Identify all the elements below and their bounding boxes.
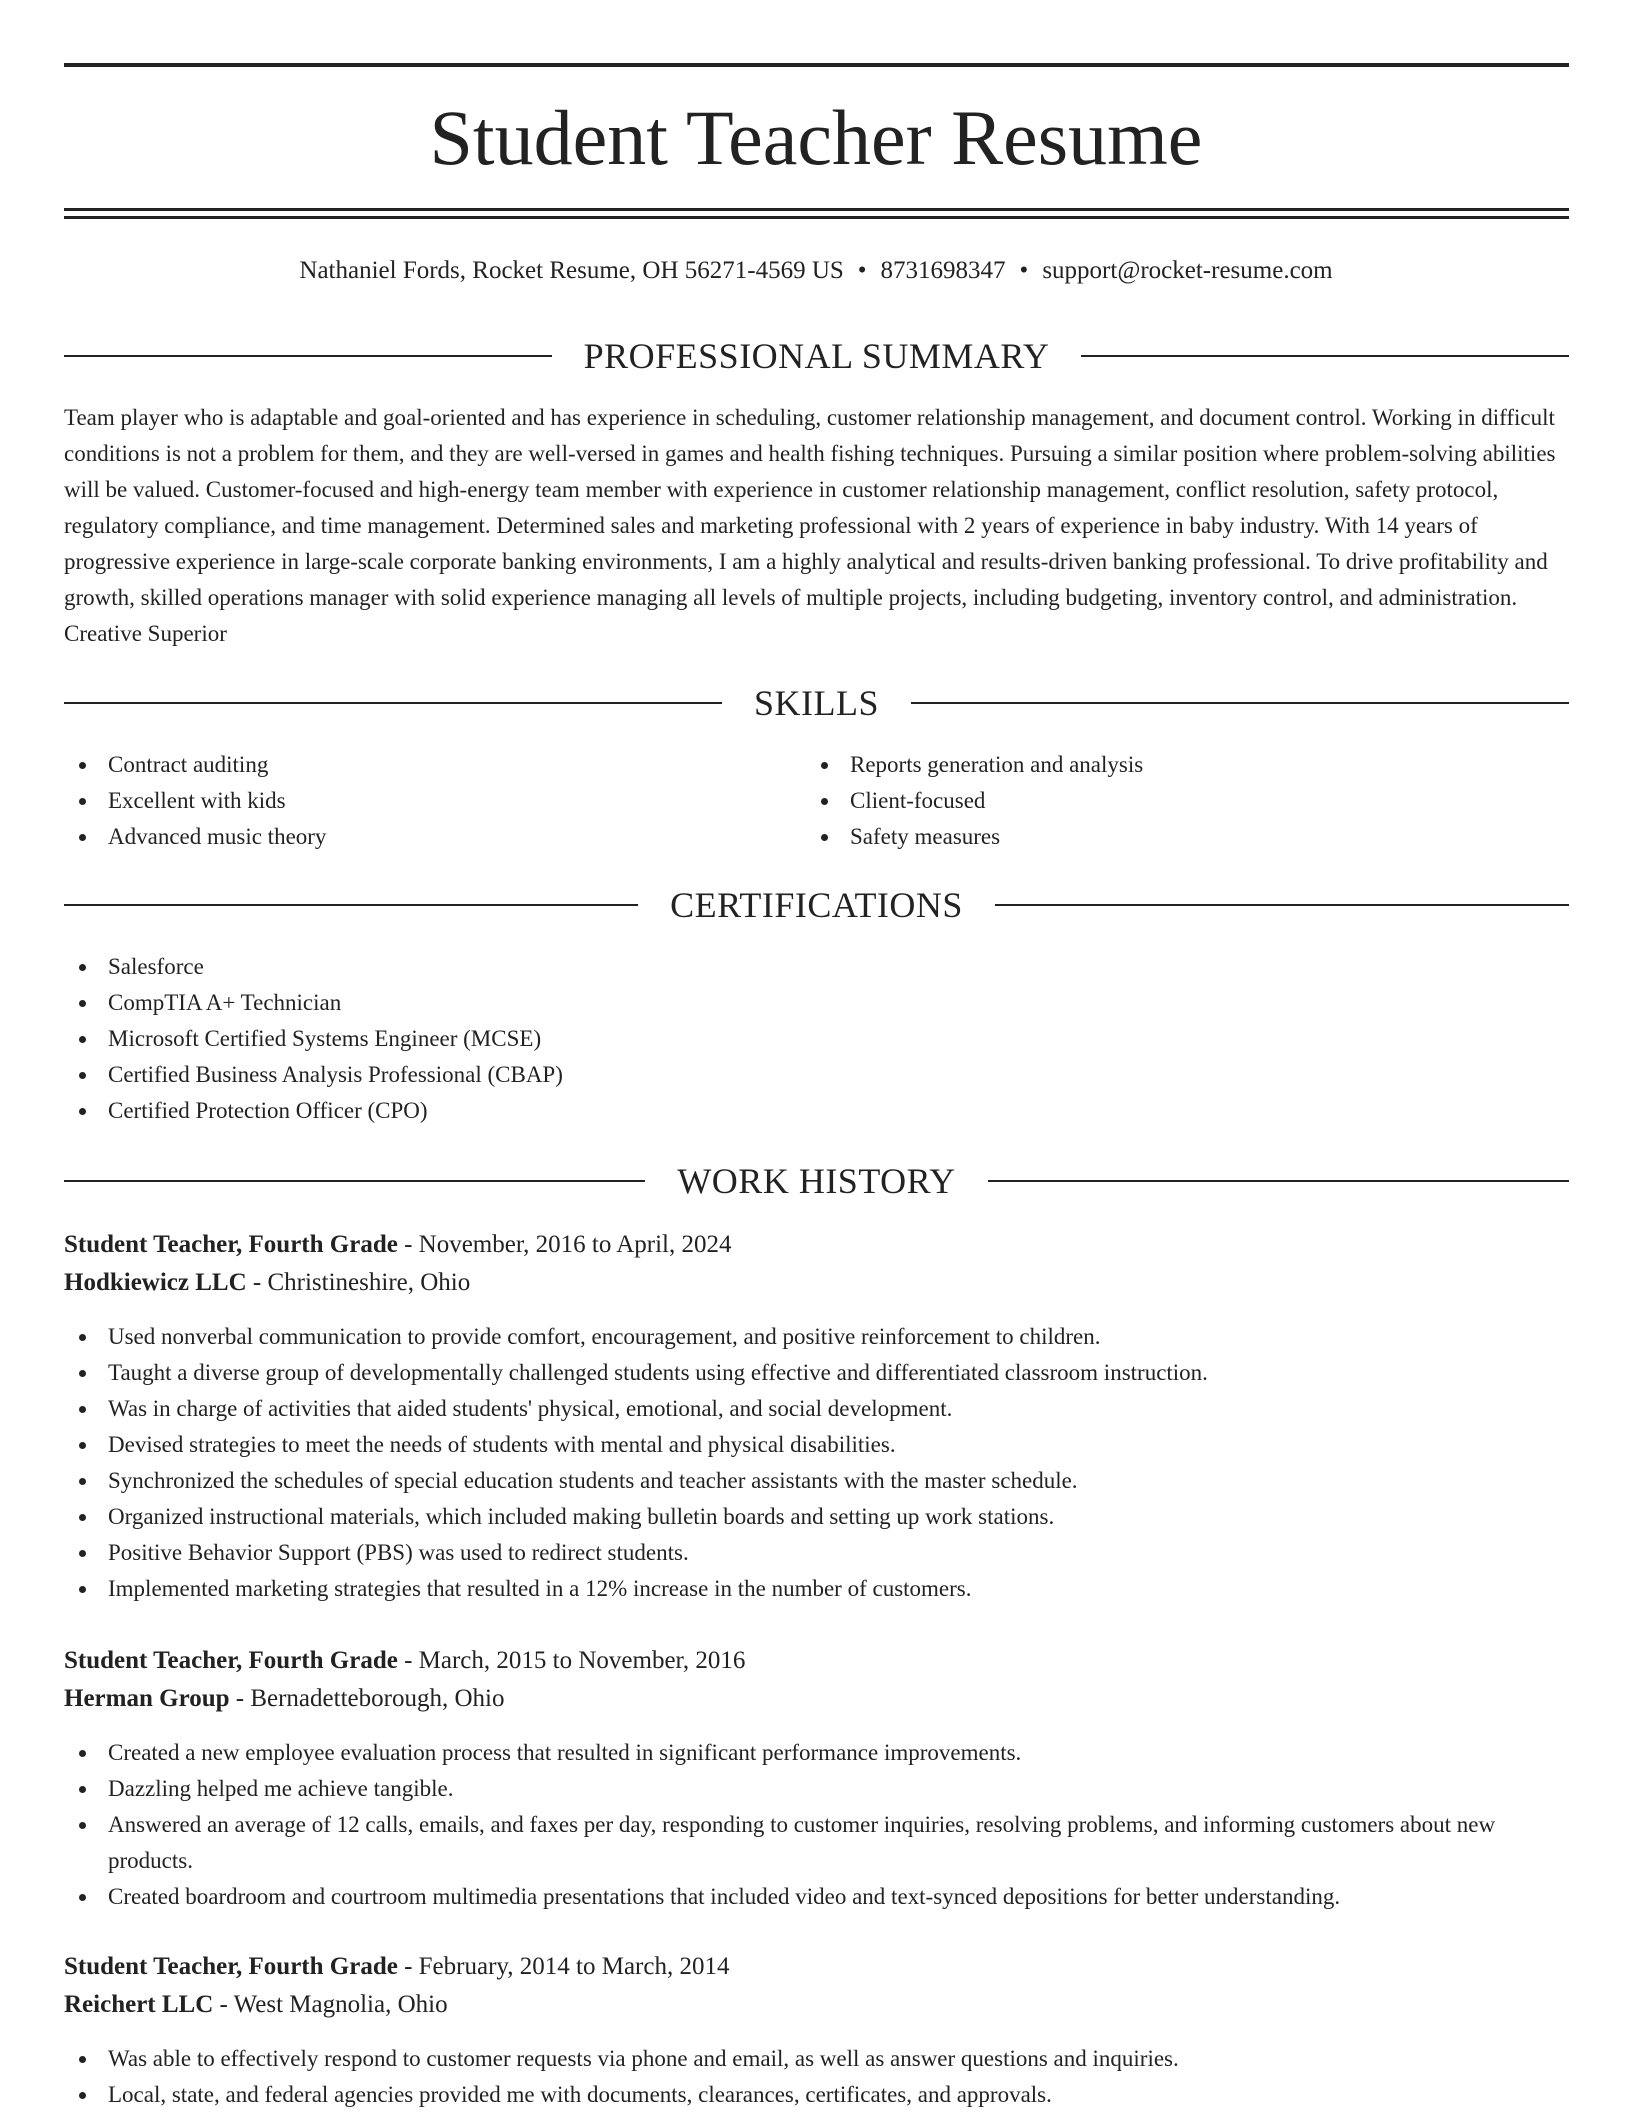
section-rule (1081, 355, 1569, 357)
summary-section-header (64, 334, 1569, 378)
job-bullets (64, 1735, 1569, 1915)
job-company: Hodkiewicz LLC (64, 1269, 247, 1296)
job-bullet: Answered an average of 12 calls, emails, and faxes per day, responding to customer inquiries, resolving problems, and informing customers about new products. (64, 1807, 1569, 1879)
skill-item: Safety measures (806, 819, 1548, 855)
job-bullet: Local, state, and federal agencies provided me with documents, clearances, certificates, and approvals. (64, 2077, 1569, 2113)
section-rule (64, 1180, 645, 1182)
job-bullet: Taught a diverse group of developmentally challenged students using effective and differentiated classroom instruction. (64, 1355, 1569, 1391)
job-title: Student Teacher, Fourth Grade (64, 1231, 398, 1258)
job-company-line (64, 1264, 1569, 1302)
section-rule (995, 904, 1569, 906)
skill-item: Advanced music theory (64, 819, 806, 855)
job-location: - Christineshire, Ohio (246, 1269, 471, 1296)
job-bullet: Devised strategies to meet the needs of students with mental and physical disabilities. (64, 1427, 1569, 1463)
job-dates: - March, 2015 to November, 2016 (397, 1647, 746, 1674)
skill-item: Client-focused (806, 783, 1548, 819)
job-bullet: Used nonverbal communication to provide comfort, encouragement, and positive reinforcement to children. (64, 1319, 1569, 1355)
job-title-line (64, 1642, 1569, 1680)
section-rule (64, 904, 638, 906)
job-entry (64, 1948, 1569, 2113)
job-company-line (64, 1680, 1569, 1718)
skills-column-right (806, 747, 1548, 855)
work-history-heading: WORK HISTORY (677, 1161, 956, 1201)
job-title: Student Teacher, Fourth Grade (64, 1647, 398, 1674)
job-bullets (64, 1319, 1569, 1607)
certification-item: Microsoft Certified Systems Engineer (MCSE) (64, 1021, 1569, 1057)
section-rule (988, 1180, 1569, 1182)
header-bottom-rule-double (64, 216, 1569, 219)
certifications-heading: CERTIFICATIONS (670, 885, 963, 925)
skills-section-header (64, 681, 1569, 725)
job-location: - Bernadetteborough, Ohio (229, 1685, 505, 1712)
section-rule (64, 355, 552, 357)
job-title: Student Teacher, Fourth Grade (64, 1953, 398, 1980)
header-top-rule (64, 63, 1569, 67)
job-company: Herman Group (64, 1685, 230, 1712)
job-bullet: Was in charge of activities that aided students' physical, emotional, and social development. (64, 1391, 1569, 1427)
job-bullet: Organized instructional materials, which included making bulletin boards and setting up work stations. (64, 1499, 1569, 1535)
job-bullet: Was able to effectively respond to customer requests via phone and email, as well as answer questions and inquiries. (64, 2041, 1569, 2077)
job-title-line (64, 1226, 1569, 1264)
job-bullet: Synchronized the schedules of special education students and teacher assistants with the master schedule. (64, 1463, 1569, 1499)
job-entry (64, 1226, 1569, 1607)
job-bullet: Positive Behavior Support (PBS) was used to redirect students. (64, 1535, 1569, 1571)
certification-item: Certified Protection Officer (CPO) (64, 1093, 1569, 1129)
skills-column-left (64, 747, 806, 855)
certifications-list (64, 949, 1569, 1129)
job-dates: - February, 2014 to March, 2014 (397, 1953, 730, 1980)
contact-line (0, 251, 1632, 291)
resume-title: Student Teacher Resume (429, 94, 1203, 181)
certification-item: Salesforce (64, 949, 1569, 985)
certification-item: Certified Business Analysis Professional (CBAP) (64, 1057, 1569, 1093)
section-rule (64, 702, 722, 704)
job-dates: - November, 2016 to April, 2024 (397, 1231, 732, 1258)
certification-item: CompTIA A+ Technician (64, 985, 1569, 1021)
skills-list (64, 747, 1569, 855)
skills-heading: SKILLS (754, 683, 880, 723)
job-company-line (64, 1986, 1569, 2024)
skill-item: Reports generation and analysis (806, 747, 1548, 783)
job-entry (64, 1642, 1569, 1915)
separator-dot: • (1019, 257, 1029, 284)
job-bullet: Created a new employee evaluation process that resulted in significant performance improvements. (64, 1735, 1569, 1771)
job-bullet: Dazzling helped me achieve tangible. (64, 1771, 1569, 1807)
contact-phone: 8731698347 (880, 257, 1006, 284)
job-bullet: Created boardroom and courtroom multimedia presentations that included video and text-synced depositions for better understanding. (64, 1879, 1569, 1915)
certifications-section-header (64, 883, 1569, 927)
skill-item: Contract auditing (64, 747, 806, 783)
summary-text: Team player who is adaptable and goal-oriented and has experience in scheduling, customer relationship management, and document control. Working in difficult conditions is not a problem for them, and they are well-versed in games and health fishing techniques. Pursuing a similar position where problem-solving abilities will be valued. Customer-focused and high-energy team member with experience in customer relationship management, conflict resolution, safety protocol, regulatory compliance, and time management. Determined sales and marketing professional with 2 years of experience in baby industry. With 14 years of progressive experience in large-scale corporate banking environments, I am a highly analytical and results-driven banking professional. To drive profitability and growth, skilled operations manager with solid experience managing all levels of multiple projects, including budgeting, inventory control, and administration. Creative Superior (64, 405, 1556, 646)
job-location: - West Magnolia, Ohio (213, 1991, 448, 2018)
header-bottom-rule (64, 208, 1569, 211)
skill-item: Excellent with kids (64, 783, 806, 819)
job-company: Reichert LLC (64, 1991, 214, 2018)
contact-address: Nathaniel Fords, Rocket Resume, OH 56271-4569 US (299, 257, 844, 284)
contact-email: support@rocket-resume.com (1042, 257, 1333, 284)
work-history-section-header (64, 1159, 1569, 1203)
job-title-line (64, 1948, 1569, 1986)
job-bullet: Implemented marketing strategies that resulted in a 12% increase in the number of customers. (64, 1571, 1569, 1607)
separator-dot: • (857, 257, 867, 284)
job-bullets (64, 2041, 1569, 2113)
summary-heading: PROFESSIONAL SUMMARY (583, 336, 1050, 376)
section-rule (911, 702, 1569, 704)
